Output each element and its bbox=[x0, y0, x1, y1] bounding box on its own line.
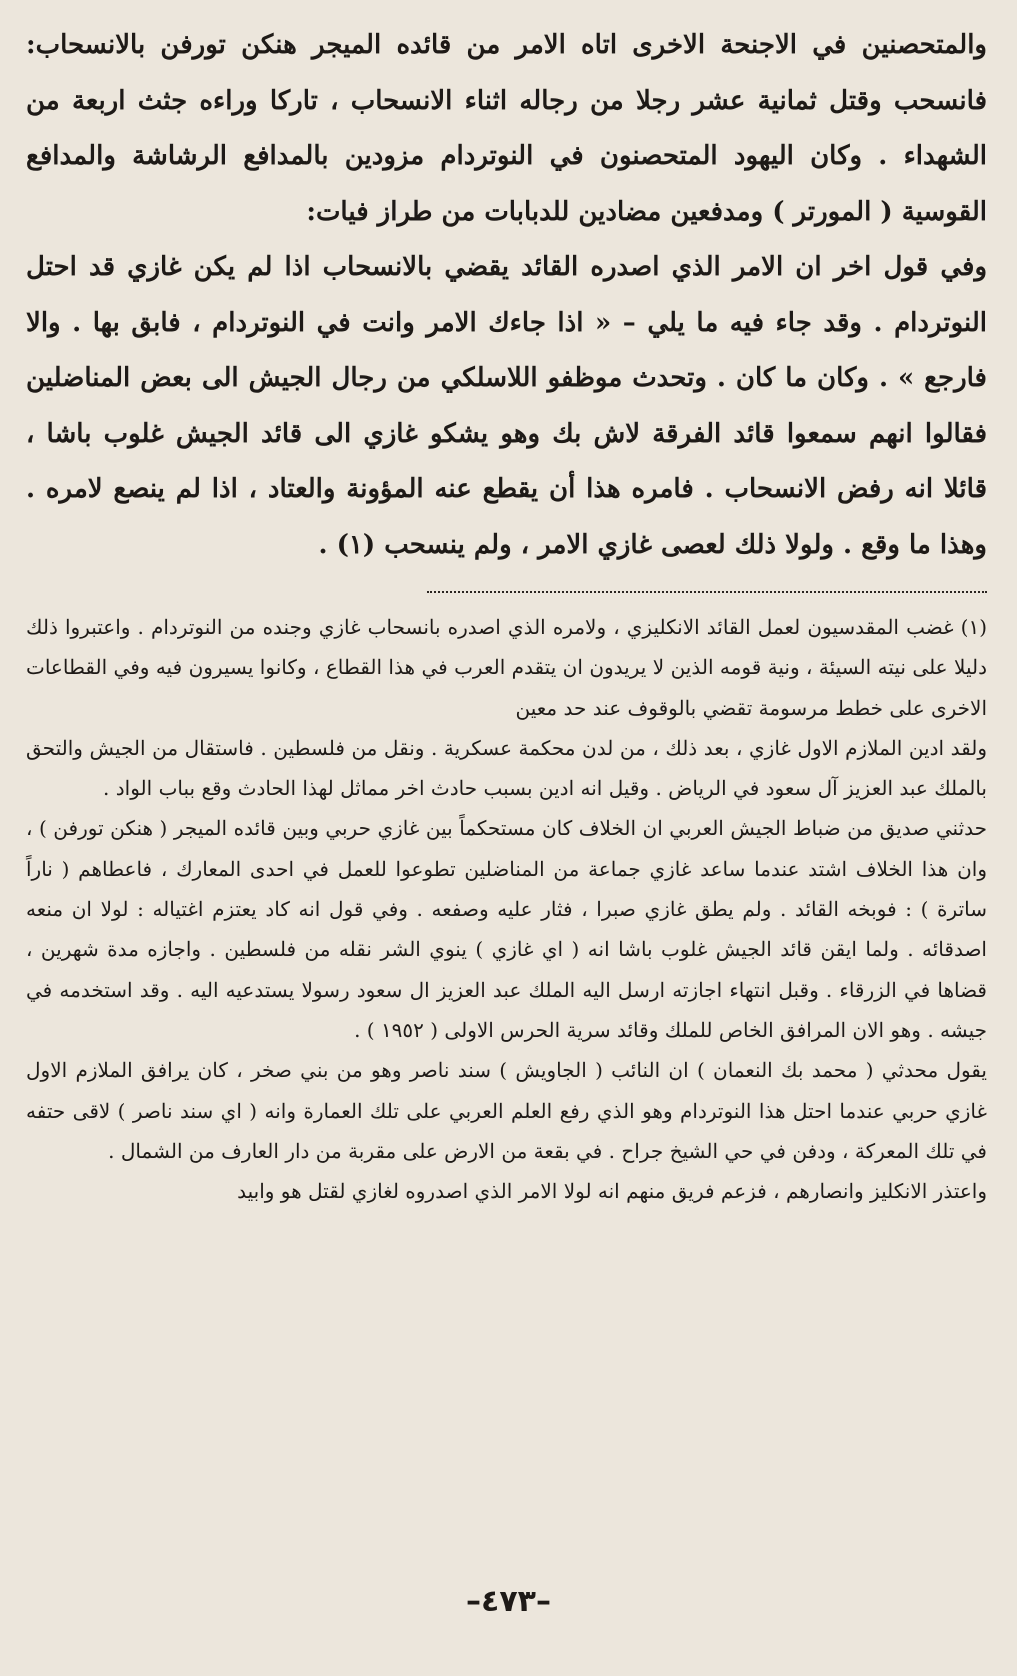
footnote-divider bbox=[427, 591, 987, 593]
footnote-paragraph-3: حدثني صديق من ضباط الجيش العربي ان الخلاف كان مستحكماً بين غازي حربي وبين قائده الميجر ( هنكن تورفن ) ، وان هذا الخلاف اشتد عندما ساعد غازي جماعة من المناضلين تطوعوا للعمل في احدى المعارك ، فاعطاهم ( ناراً ساترة ) : فوبخه القائد . ولم يطق غازي صبرا ، فثار عليه وصفعه . وفي قول انه كاد يعتزم اغتياله : لولا ان منعه اصدقائه . ولما ايقن قائد الجيش غلوب باشا انه ( اي غازي ) ينوي الشر نقله من فلسطين . واجازه مدة شهرين ، قضاها في الزرقاء . وقبل انتهاء اجازته ارسل اليه الملك عبد العزيز ال سعود رسولا يستدعيه اليه . وقد استخدمه في جيشه . وهو الان المرافق الخاص للملك وقائد سرية الحرس الاولى ( ١٩٥٢ ) . bbox=[26, 816, 987, 1042]
page-number: –٤٧٣– bbox=[466, 1584, 551, 1619]
main-paragraph-2: وفي قول اخر ان الامر الذي اصدره القائد يقضي بالانسحاب اذا لم يكن غازي قد احتل النوتردام . وقد جاء فيه ما يلي – « اذا جاءك الامر وانت في النوتردام ، فابق بها . والا فارجع » . وكان ما كان . وتحدث موظفو اللاسلكي من رجال الجيش الى بعض المناضلين فقالوا انهم سمعوا قائد الفرقة لاش بك وهو يشكو غازي الى قائد الجيش غلوب باشا ، قائلا انه رفض الانسحاب . فامره هذا أن يقطع عنه المؤونة والعتاد ، اذا لم ينصع لامره . وهذا ما وقع . ولولا ذلك لعصى غازي الامر ، ولم ينسحب (١) . bbox=[26, 252, 987, 560]
main-text bbox=[26, 18, 987, 573]
footnote-paragraph-5: واعتذر الانكليز وانصارهم ، فزعم فريق منهم انه لولا الامر الذي اصدروه لغازي لقتل هو وابيد bbox=[237, 1179, 987, 1204]
footnote-paragraph-4: يقول محدثي ( محمد بك النعمان ) ان النائب ( الجاويش ) سند ناصر وهو من بني صخر ، كان يرافق الملازم الاول غازي حربي عندما احتل هذا النوتردام وهو الذي رفع العلم العربي على تلك العمارة وانه ( اي سند ناصر ) لاقى حتفه في تلك المعركة ، ودفن في حي الشيخ جراح . في بقعة من الارض على مقربة من دار العارف من الشمال . bbox=[26, 1058, 987, 1163]
footnotes bbox=[26, 607, 987, 1211]
main-paragraph-1: والمتحصنين في الاجنحة الاخرى اتاه الامر من قائده الميجر هنكن تورفن بالانسحاب: فانسحب وقتل ثمانية عشر رجلا من رجاله اثناء الانسحاب ، تاركا وراءه جثث اربعة من الشهداء . وكان اليهود المتحصنون في النوتردام مزودين بالمدافع الرشاشة والمدافع القوسية ( المورتر ) ومدفعين مضادين للدبابات من طراز فيات: bbox=[26, 30, 987, 227]
footnote-paragraph-2: ولقد ادين الملازم الاول غازي ، بعد ذلك ، من لدن محكمة عسكرية . ونقل من فلسطين . فاستقال من الجيش والتحق بالملك عبد العزيز آل سعود في الرياض . وقيل انه ادين بسبب حادث اخر مماثل لهذا الحادث وقع بباب الواد . bbox=[26, 735, 987, 801]
footnote-1: (١) غضب المقدسيون لعمل القائد الانكليزي ، ولامره الذي اصدره بانسحاب غازي وجنده من النوتردام . واعتبروا ذلك دليلا على نيته السيئة ، ونية قومه الذين لا يريدون ان يتقدم العرب في هذا القطاع ، وكانوا يسيرون فيه وفي القطاعات الاخرى على خطط مرسومة تقضي بالوقوف عند حد معين bbox=[26, 615, 987, 720]
